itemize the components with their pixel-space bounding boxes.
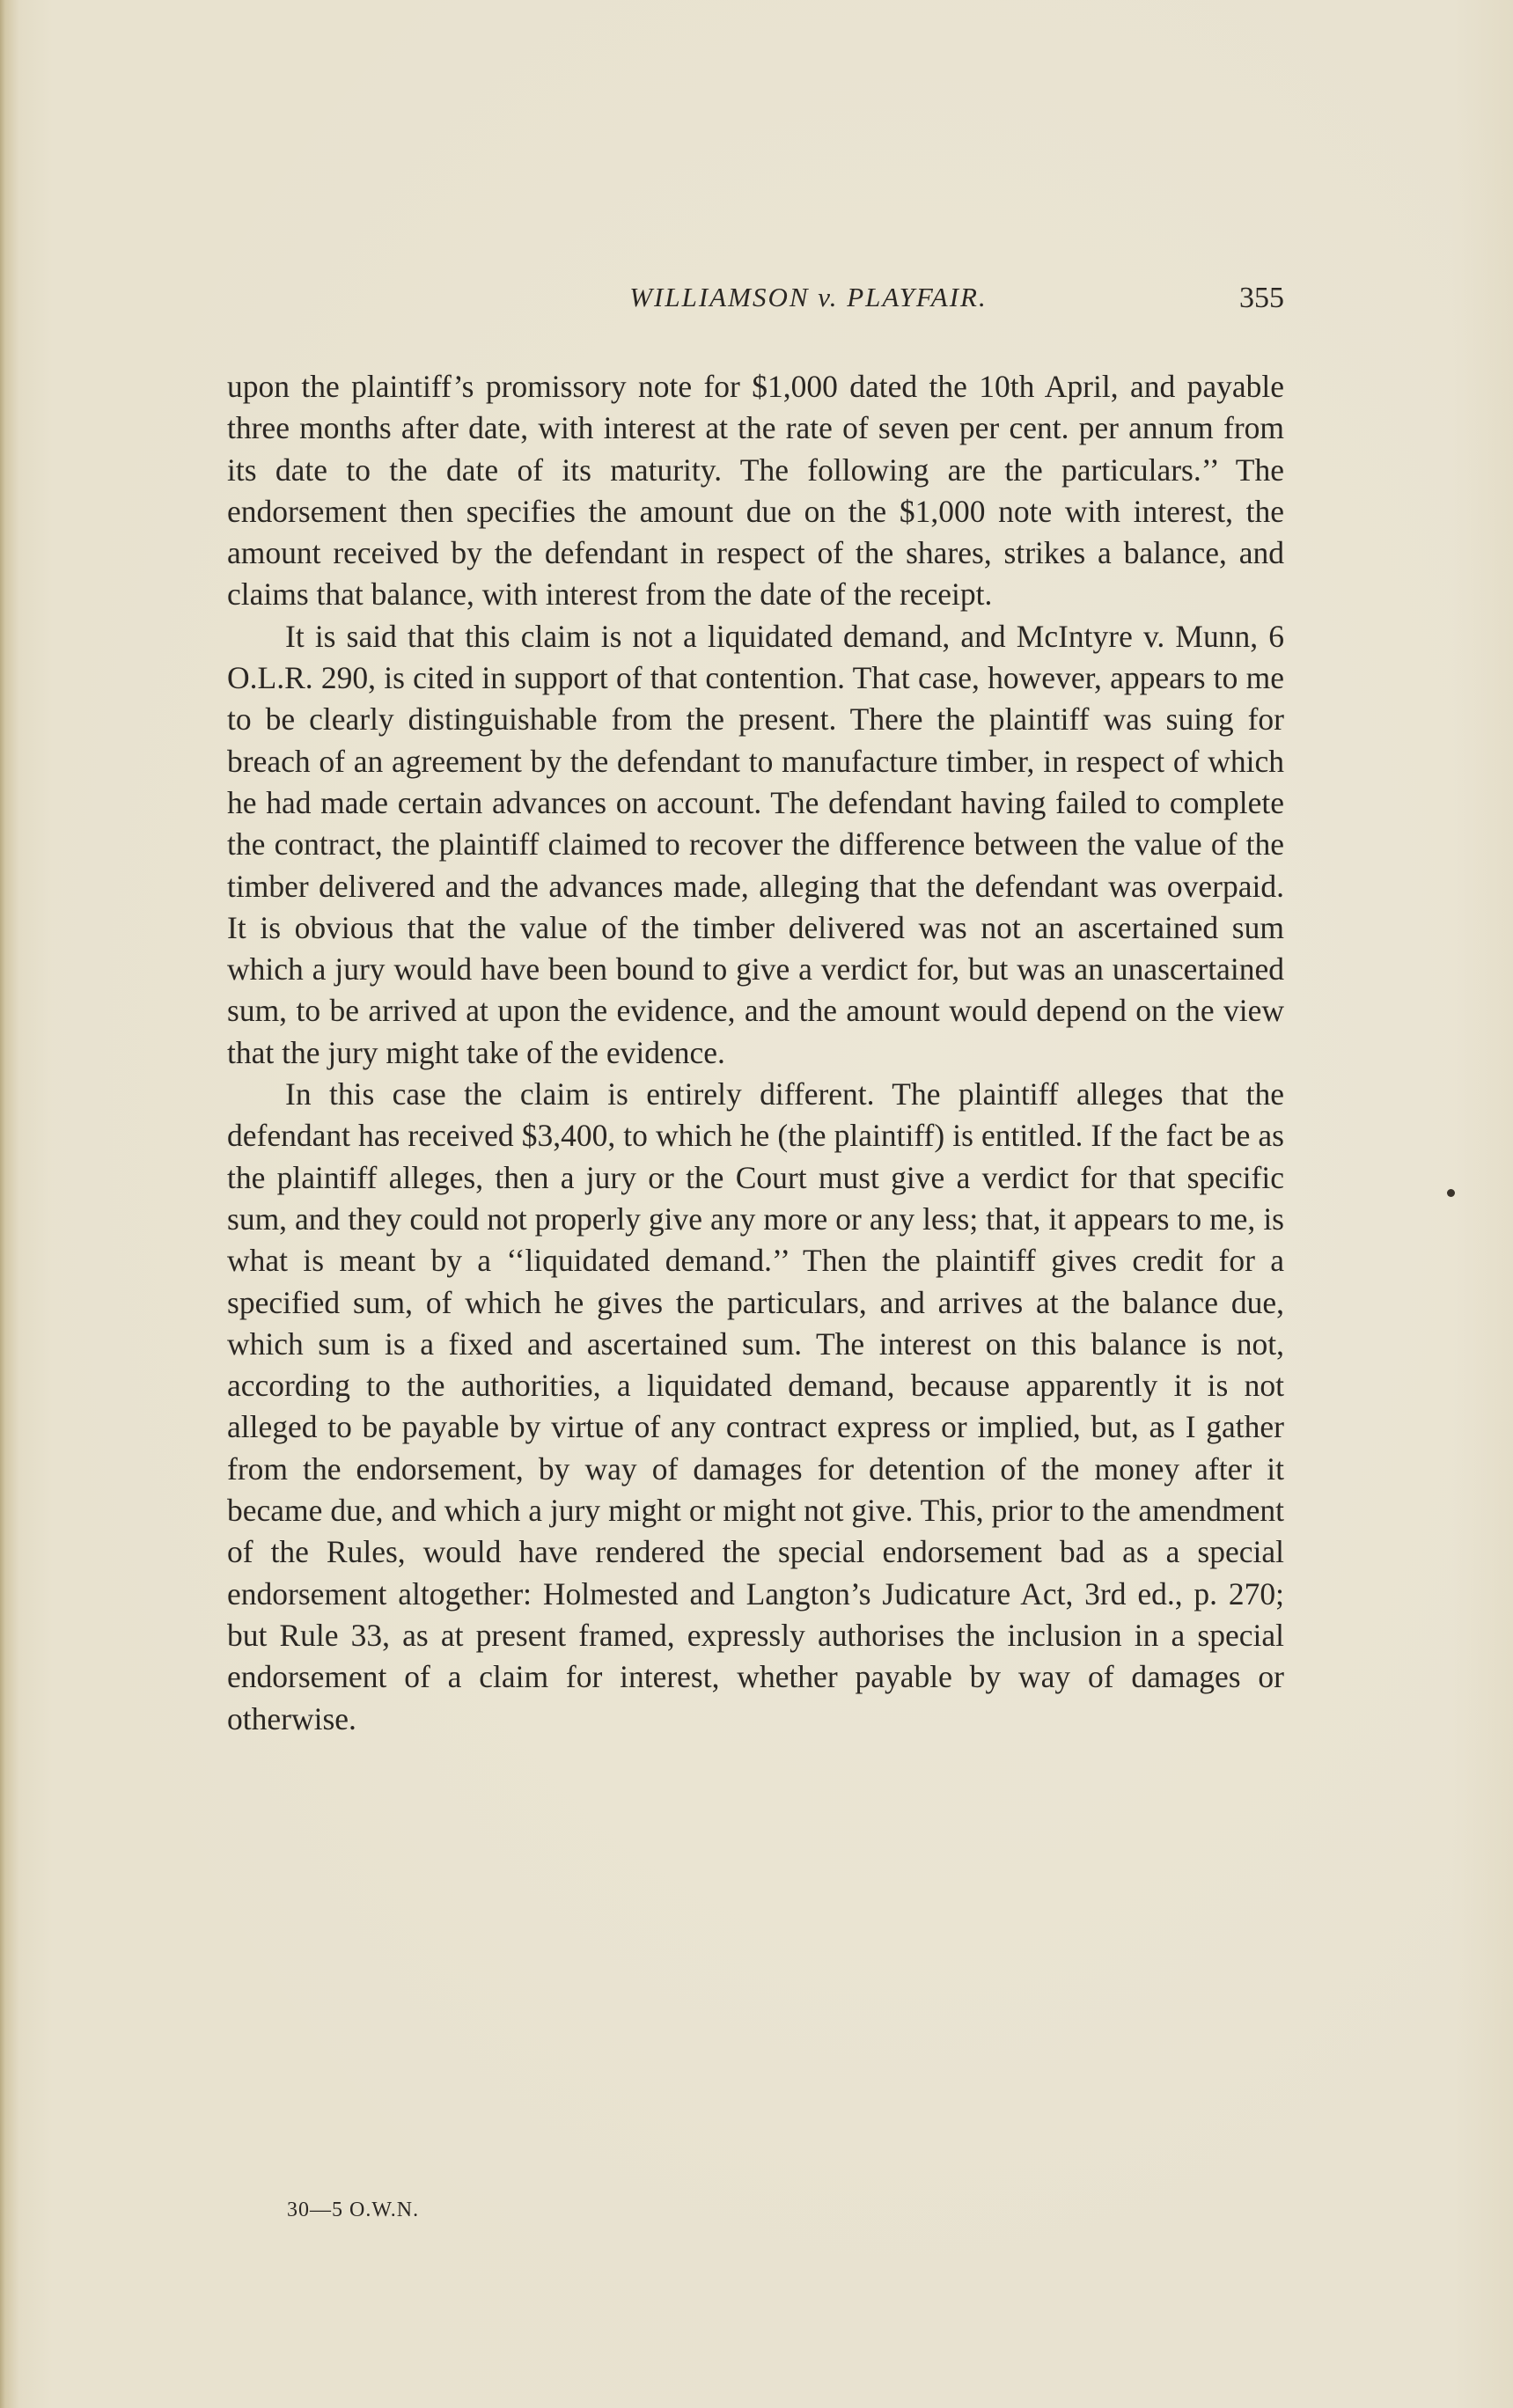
- paragraph: In this case the claim is entirely different. The plaintiff alleges that the defendant has received $3,400, to which he (the plaintiff) is entitled. If the fact be as the plaintiff alleges, then a jury or the Court must give a verdict for that specific sum, and they could not properly give any more or any less; that, it appears to me, is what is meant by a ‘‘liquidated demand.’’ Then the plaintiff gives credit for a specified sum, of which he gives the particulars, and arrives at the balance due, which sum is a fixed and ascertained sum. The interest on this balance is not, according to the authorities, a liquidated demand, because apparently it is not alleged to be payable by virtue of any contract express or implied, but, as I gather from the endorsement, by way of damages for detention of the money after it became due, and which a jury might or might not give. This, prior to the amendment of the Rules, would have rendered the special endorsement bad as a special endorsement altogether: Holmested and Langton’s Judicature Act, 3rd ed., p. 270; but Rule 33, as at present framed, expressly authorises the inclusion in a special endorsement of a claim for interest, whether payable by way of damages or otherwise.: [227, 1076, 1284, 1736]
- page-number: 355: [1239, 282, 1284, 314]
- paragraph-continued: upon the plaintiff’s promissory note for $1,000 dated the 10th April, and payable three months after date, with interest at the rate of seven per cent. per annum from its date to the date of its maturity. The following are the particulars.’’ The endorsement then specifies the amount due on the $1,000 note with interest, the amount received by the defendant in respect of the shares, strikes a balance, and claims that balance, with interest from the date of the receipt.: [227, 369, 1284, 613]
- body-text: [227, 366, 1284, 1740]
- ink-speck: [1447, 1189, 1455, 1197]
- page-header: [227, 282, 1284, 326]
- running-title: WILLIAMSON v. PLAYFAIR.: [629, 282, 988, 312]
- signature-mark: 30—5 O.W.N.: [287, 2199, 420, 2221]
- paragraph: It is said that this claim is not a liquidated demand, and McIntyre v. Munn, 6 O.L.R. 290, is cited in support of that contention. That case, however, appears to me to be clearly distinguishable from the present. There the plaintiff was suing for breach of an agreement by the defendant to manufacture timber, in respect of which he had made certain advances on account. The defendant having failed to complete the contract, the plaintiff claimed to recover the difference between the value of the timber delivered and the advances made, alleging that the defendant was overpaid. It is obvious that the value of the timber delivered was not an ascertained sum which a jury would have been bound to give a verdict for, but was an unascertained sum, to be arrived at upon the evidence, and the amount would depend on the view that the jury might take of the evidence.: [227, 618, 1284, 1070]
